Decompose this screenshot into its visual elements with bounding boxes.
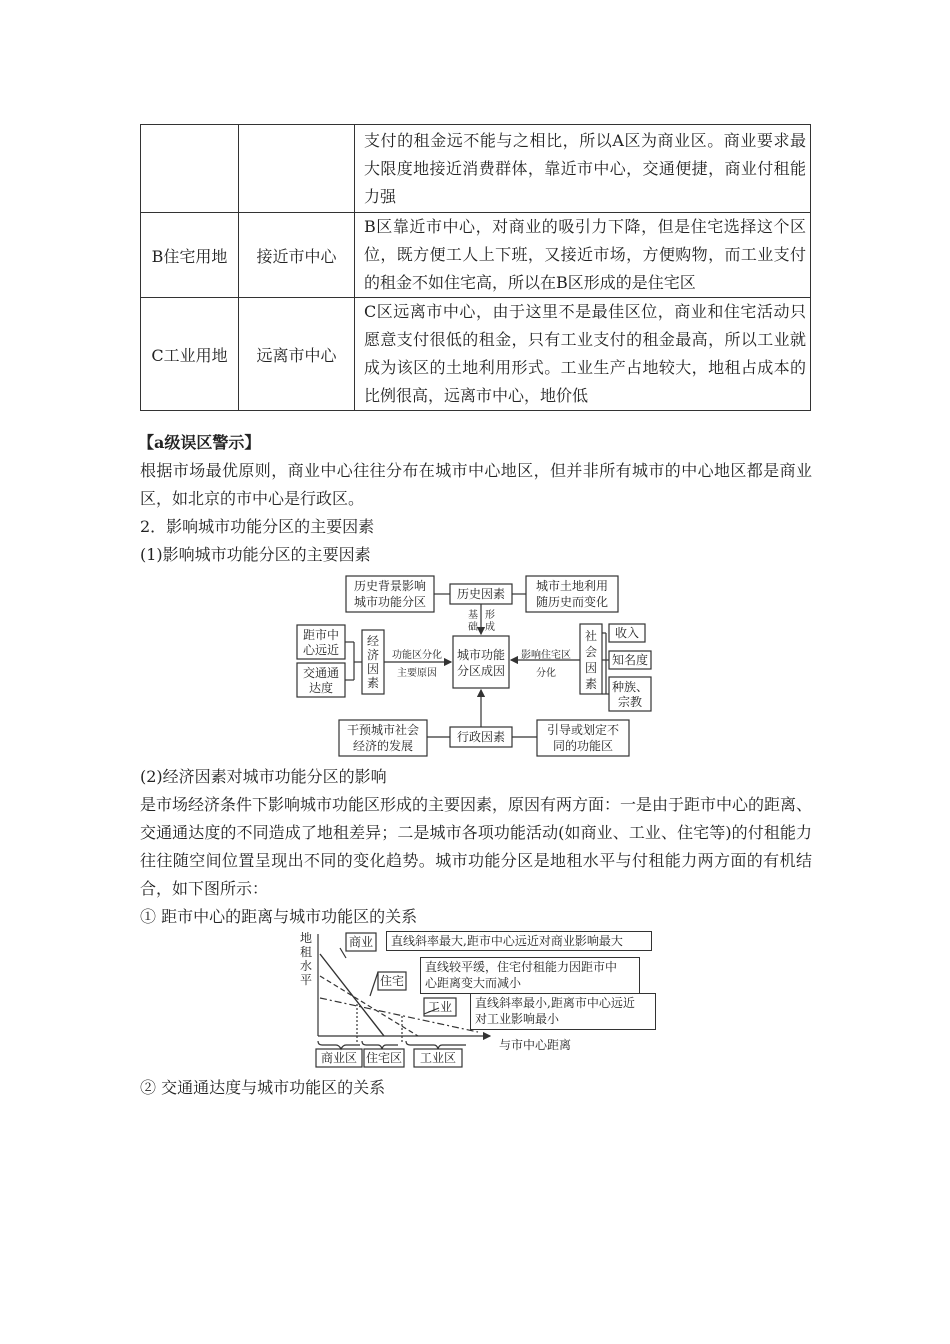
table-cell: C区远离市中心，由于这里不是最佳区位，商业和住宅活动只愿意支付很低的租金，只有工业支付的租金最高，所以工业就成为该区的土地利用形式。工业生产占地较大，地租占成本的比例很高，远离市中心，地价低 [355,298,811,411]
table-cell: 远离市中心 [239,298,355,411]
table-cell [239,125,355,213]
admin-right-line2: 同的功能区 [552,739,614,753]
admin-factor: 行政因素 [456,730,506,744]
residence-note-line1: 直线较平缓，住宅付租能力因距市中 [425,960,618,974]
table-row [141,213,811,298]
land-use-table [140,124,811,411]
economic-item: 达度 [308,681,334,695]
arrow-label: 主要原因 [397,668,437,679]
economic-item: 距市中 [302,628,340,642]
history-left-line1: 历史背景影响 [353,579,427,593]
table-cell: 支付的租金远不能与之相比，所以A区为商业区。商业要求最大限度地接近消费群体，靠近市中心，交通便捷，商业付租能力强 [355,125,811,213]
commerce-note-text: 直线斜率最大,距市中心远近对商业影响最大 [391,934,623,948]
residence-note-line2: 心距离变大而减小 [425,976,522,990]
social-factor: 会 [584,645,598,659]
history-factor: 历史因素 [456,587,506,601]
history-right-line1: 城市土地利用 [535,579,609,593]
warning-heading: 【a级误区警示】 [138,433,261,452]
center-line1: 城市功能 [456,648,506,662]
arrow-label: 影响住宅区 [521,650,571,661]
history-right-line2: 随历史而变化 [535,595,609,609]
warning-body: 根据市场最优原则，商业中心往往分布在城市中心地区，但并非所有城市的中心地区都是商业区，如北京的市中心是行政区。 [140,461,812,508]
y-axis-label: 水 [299,959,313,973]
social-item: 知名度 [611,653,649,667]
economic-factor: 因 [366,662,380,676]
industry-note-line1: 直线斜率最小,距离市中心远近 [475,996,635,1010]
item-title: ② 交通通达度与城市功能区的关系 [140,1078,386,1097]
residence-label: 住宅 [379,974,405,988]
economic-body: 是市场经济条件下影响城市功能区形成的主要因素，原因有两方面：一是由于距市中心的距离、交通通达度的不同造成了地租差异；二是城市各项功能活动(如商业、工业、住宅等)的付租能力往往随空间位置呈现出不同的变化趋势。城市功能分区是地租水平与付租能力两方面的有机结合，如下图所示： [140,795,813,898]
residence-note [420,957,640,994]
arrow-label: 形 [485,610,495,621]
social-factor: 因 [584,661,598,675]
arrow-label: 成 [485,622,495,633]
subsection-title: (1)影响城市功能分区的主要因素 [140,545,371,564]
admin-left-line1: 干预城市社会 [346,723,420,737]
subsection-title: (2)经济因素对城市功能分区的影响 [140,767,387,786]
social-item: 收入 [614,626,640,640]
zone-label: 商业区 [320,1051,358,1065]
center-line2: 分区成因 [456,664,506,678]
factors-diagram [290,574,660,760]
admin-right-line1: 引导或划定不 [546,723,620,737]
table-cell: C工业用地 [141,298,239,411]
social-factor: 社 [584,629,598,643]
social-item: 种族、 [611,680,649,694]
history-left-line2: 城市功能分区 [353,595,427,609]
commerce-label: 商业 [348,935,374,949]
arrow-label: 分化 [536,668,556,679]
zone-label: 住宅区 [365,1051,403,1065]
arrow-label: 础 [468,622,478,633]
social-factor: 素 [584,677,598,691]
economic-factor: 经 [366,634,380,648]
industry-note-line2: 对工业影响最小 [475,1012,560,1026]
admin-left-line2: 经济的发展 [352,739,414,753]
arrow-label: 功能区分化 [392,650,442,661]
x-axis-label: 与市中心距离 [498,1038,572,1052]
zone-label: 工业区 [419,1051,457,1065]
industry-label: 工业 [427,1000,453,1014]
table-row [141,298,811,411]
y-axis-label: 租 [299,945,313,959]
table-cell: B区靠近市中心，对商业的吸引力下降，但是住宅选择这个区位，既方便工人上下班，又接近市场，方便购物，而工业支付的租金不如住宅高，所以在B区形成的是住宅区 [355,213,811,298]
social-item: 宗教 [617,695,643,709]
industry-note [470,993,656,1030]
item-title: ① 距市中心的距离与城市功能区的关系 [140,907,418,926]
commerce-note [386,931,652,951]
industry-curve [320,998,478,1032]
table-cell [141,125,239,213]
arrow-label: 基 [468,610,478,621]
y-axis-label: 地 [299,931,313,945]
table-cell: B住宅用地 [141,213,239,298]
section-title: 2．影响城市功能分区的主要因素 [140,517,375,536]
economic-item: 交通通 [302,666,340,680]
economic-item: 心远近 [302,643,340,657]
table-row [141,125,811,213]
y-axis-label: 平 [299,973,313,987]
economic-factor: 济 [366,648,380,662]
commerce-curve [320,954,384,1036]
table-cell: 接近市中心 [239,213,355,298]
economic-factor: 素 [366,676,380,690]
